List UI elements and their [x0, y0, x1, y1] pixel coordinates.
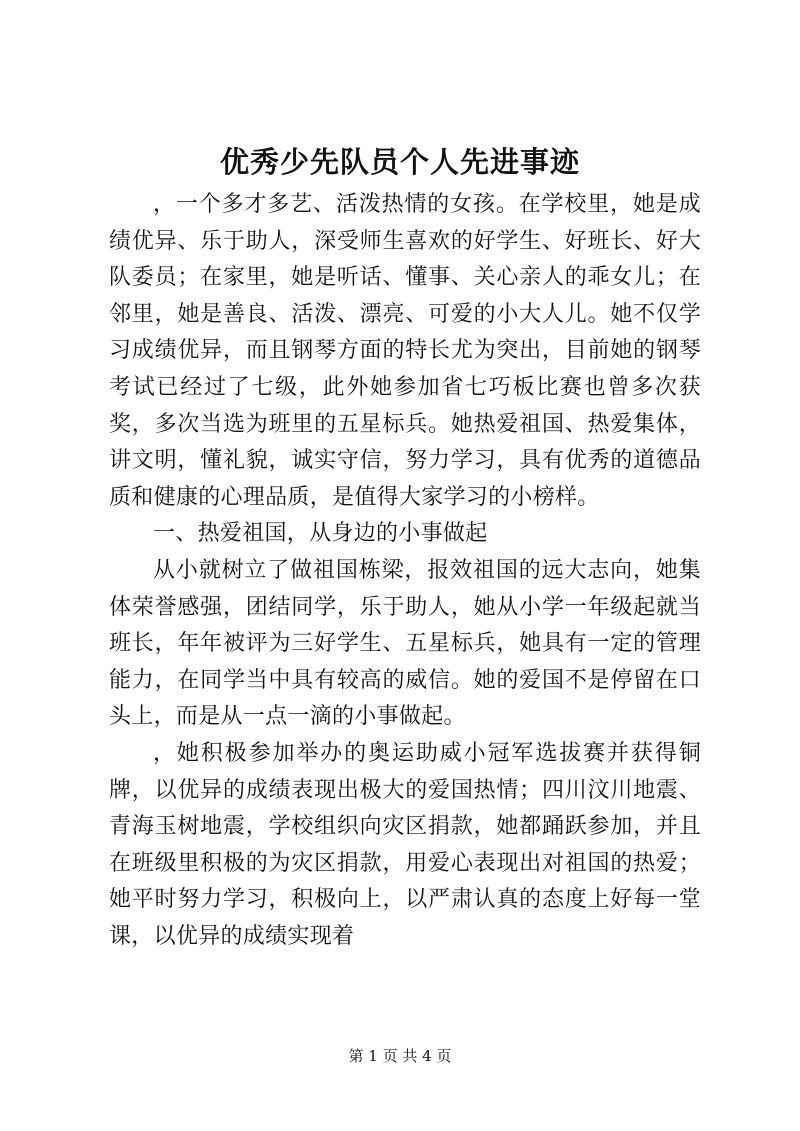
section-heading: 一、热爱祖国，从身边的小事做起 [153, 521, 488, 547]
document-title: 优秀少先队员个人先进事迹 [219, 145, 580, 179]
paragraph-intro: ，一个多才多艺、活泼热情的女孩。在学校里，她是成绩优异、乐于助人，深受师生喜欢的好学生、好班长、好大队委员；在家里，她是听话、懂事、关心亲人的乖女儿；在邻里，她是善良、活泼、漂亮、可爱的小大人儿。她不仅学习成绩优异，而且钢琴方面的特长尤为突出，目前她的钢琴考试已经过了七级，此外她参加省七巧板比赛也曾多次获奖，多次当选为班里的五星标兵。她热爱祖国、热爱集体，讲文明，懂礼貌，诚实守信，努力学习，具有优秀的道德品质和健康的心理品质，是值得大家学习的小榜样。 [109, 192, 701, 510]
page-number-footer: 第 1 页 共 4 页 [348, 1047, 452, 1065]
paragraph-patriotism: 从小就树立了做祖国栋梁，报效祖国的远大志向，她集体荣誉感强，团结同学，乐于助人，她从小学一年级起就当班长，年年被评为三好学生、五星标兵，她具有一定的管理能力，在同学当中具有较高的威信。她的爱国不是停留在口头上，而是从一点一滴的小事做起。 [109, 557, 701, 730]
paragraph-activities: ，她积极参加举办的奥运助威小冠军选拔赛并获得铜牌，以优异的成绩表现出极大的爱国热情；四川汶川地震、青海玉树地震，学校组织向灾区捐款，她都踊跃参加，并且在班级里积极的为灾区捐款，用爱心表现出对祖国的热爱；她平时努力学习，积极向上，以严肃认真的态度上好每一堂课，以优异的成绩实现着 [109, 740, 701, 949]
document-body [109, 187, 701, 955]
